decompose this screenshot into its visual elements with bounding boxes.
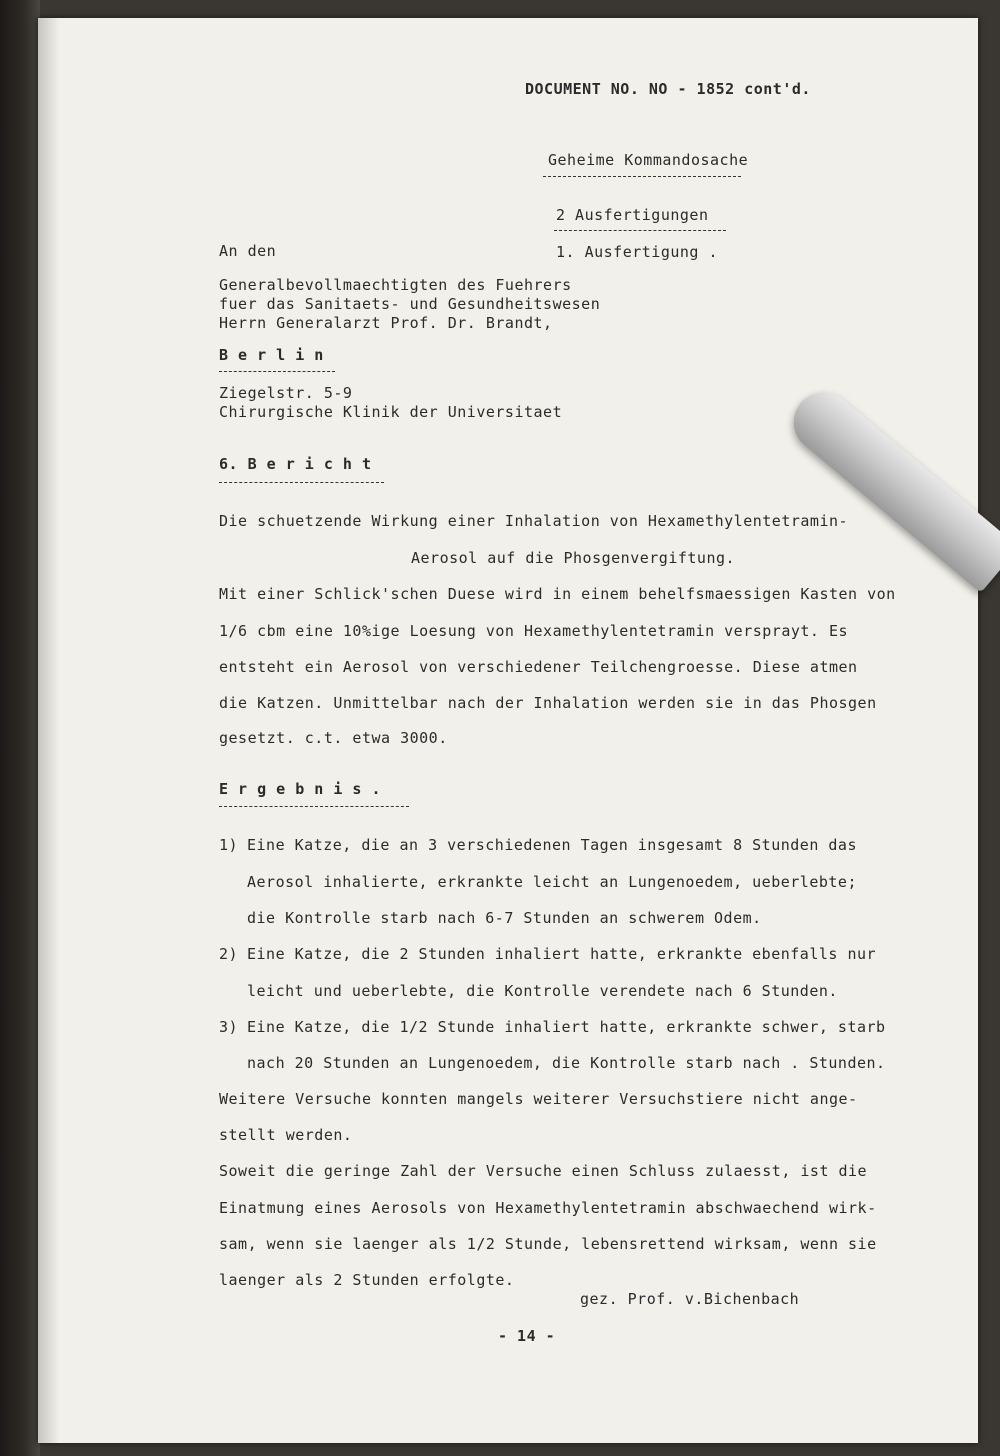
salutation: An den [219,242,277,260]
further-line-2: stellt werden. [219,1126,353,1144]
address-street: Ziegelstr. 5-9 [219,384,353,402]
page-shadow-edge [38,18,60,1443]
result-1-line-3: die Kontrolle starb nach 6-7 Stunden an schwerem Odem. [247,909,762,927]
report-title-line-1: Die schuetzende Wirkung einer Inhalation von Hexamethylentetramin- [219,512,849,530]
binder-spine [0,0,40,1456]
method-line-2: 1/6 cbm eine 10%ige Loesung von Hexamethylentetramin versprayt. Es [219,622,849,640]
address-city: B e r l i n [219,346,324,364]
result-3-number: 3) [219,1018,239,1036]
copies-underline [554,230,726,231]
classification-mark: Geheime Kommandosache [548,151,749,169]
conclusion-line-2: Einatmung eines Aerosols von Hexamethylentetramin abschwaechend wirk- [219,1199,877,1217]
method-line-4: die Katzen. Unmittelbar nach der Inhalation werden sie in das Phosgen [219,694,877,712]
result-3-line-1: Eine Katze, die 1/2 Stunde inhaliert hatte, erkrankte schwer, starb [247,1018,886,1036]
addressee-line-2: fuer das Sanitaets- und Gesundheitswesen [219,295,601,313]
result-2-line-2: leicht und ueberlebte, die Kontrolle verendete nach 6 Stunden. [247,982,838,1000]
method-line-5: gesetzt. c.t. etwa 3000. [219,729,448,747]
city-underline [219,371,335,372]
method-line-3: entsteht ein Aerosol von verschiedener Teilchengroesse. Diese atmen [219,658,858,676]
addressee-line-3: Herrn Generalarzt Prof. Dr. Brandt, [219,314,553,332]
report-title-line-2: Aerosol auf die Phosgenvergiftung. [411,549,736,567]
copy-number: 1. Ausfertigung . [556,243,719,261]
result-3-line-2: nach 20 Stunden an Lungenoedem, die Kontrolle starb nach . Stunden. [247,1054,886,1072]
document-page [38,18,978,1443]
document-reference: DOCUMENT NO. NO - 1852 cont'd. [525,80,811,98]
method-line-1: Mit einer Schlick'schen Duese wird in einem behelfsmaessigen Kasten von [219,585,896,603]
result-1-line-1: Eine Katze, die an 3 verschiedenen Tagen insgesamt 8 Stunden das [247,836,857,854]
signature: gez. Prof. v.Bichenbach [580,1290,800,1308]
report-heading: 6. B e r i c h t [219,455,372,473]
addressee-line-1: Generalbevollmaechtigten des Fuehrers [219,276,572,294]
result-1-line-2: Aerosol inhalierte, erkrankte leicht an Lungenoedem, ueberlebte; [247,873,857,891]
result-1-number: 1) [219,836,239,854]
classification-underline [543,176,741,177]
further-line-1: Weitere Versuche konnten mangels weiterer Versuchstiere nicht ange- [219,1090,858,1108]
conclusion-line-4: laenger als 2 Stunden erfolgte. [219,1271,515,1289]
address-institution: Chirurgische Klinik der Universitaet [219,403,563,421]
results-heading: E r g e b n i s . [219,780,382,798]
result-2-number: 2) [219,945,239,963]
conclusion-line-1: Soweit die geringe Zahl der Versuche einen Schluss zulaesst, ist die [219,1162,868,1180]
conclusion-line-3: sam, wenn sie laenger als 1/2 Stunde, lebensrettend wirksam, wenn sie [219,1235,877,1253]
page-number: - 14 - [498,1327,556,1345]
results-heading-underline [219,806,409,807]
report-heading-underline [219,482,384,483]
result-2-line-1: Eine Katze, die 2 Stunden inhaliert hatte, erkrankte ebenfalls nur [247,945,877,963]
copies-count: 2 Ausfertigungen [556,206,709,224]
